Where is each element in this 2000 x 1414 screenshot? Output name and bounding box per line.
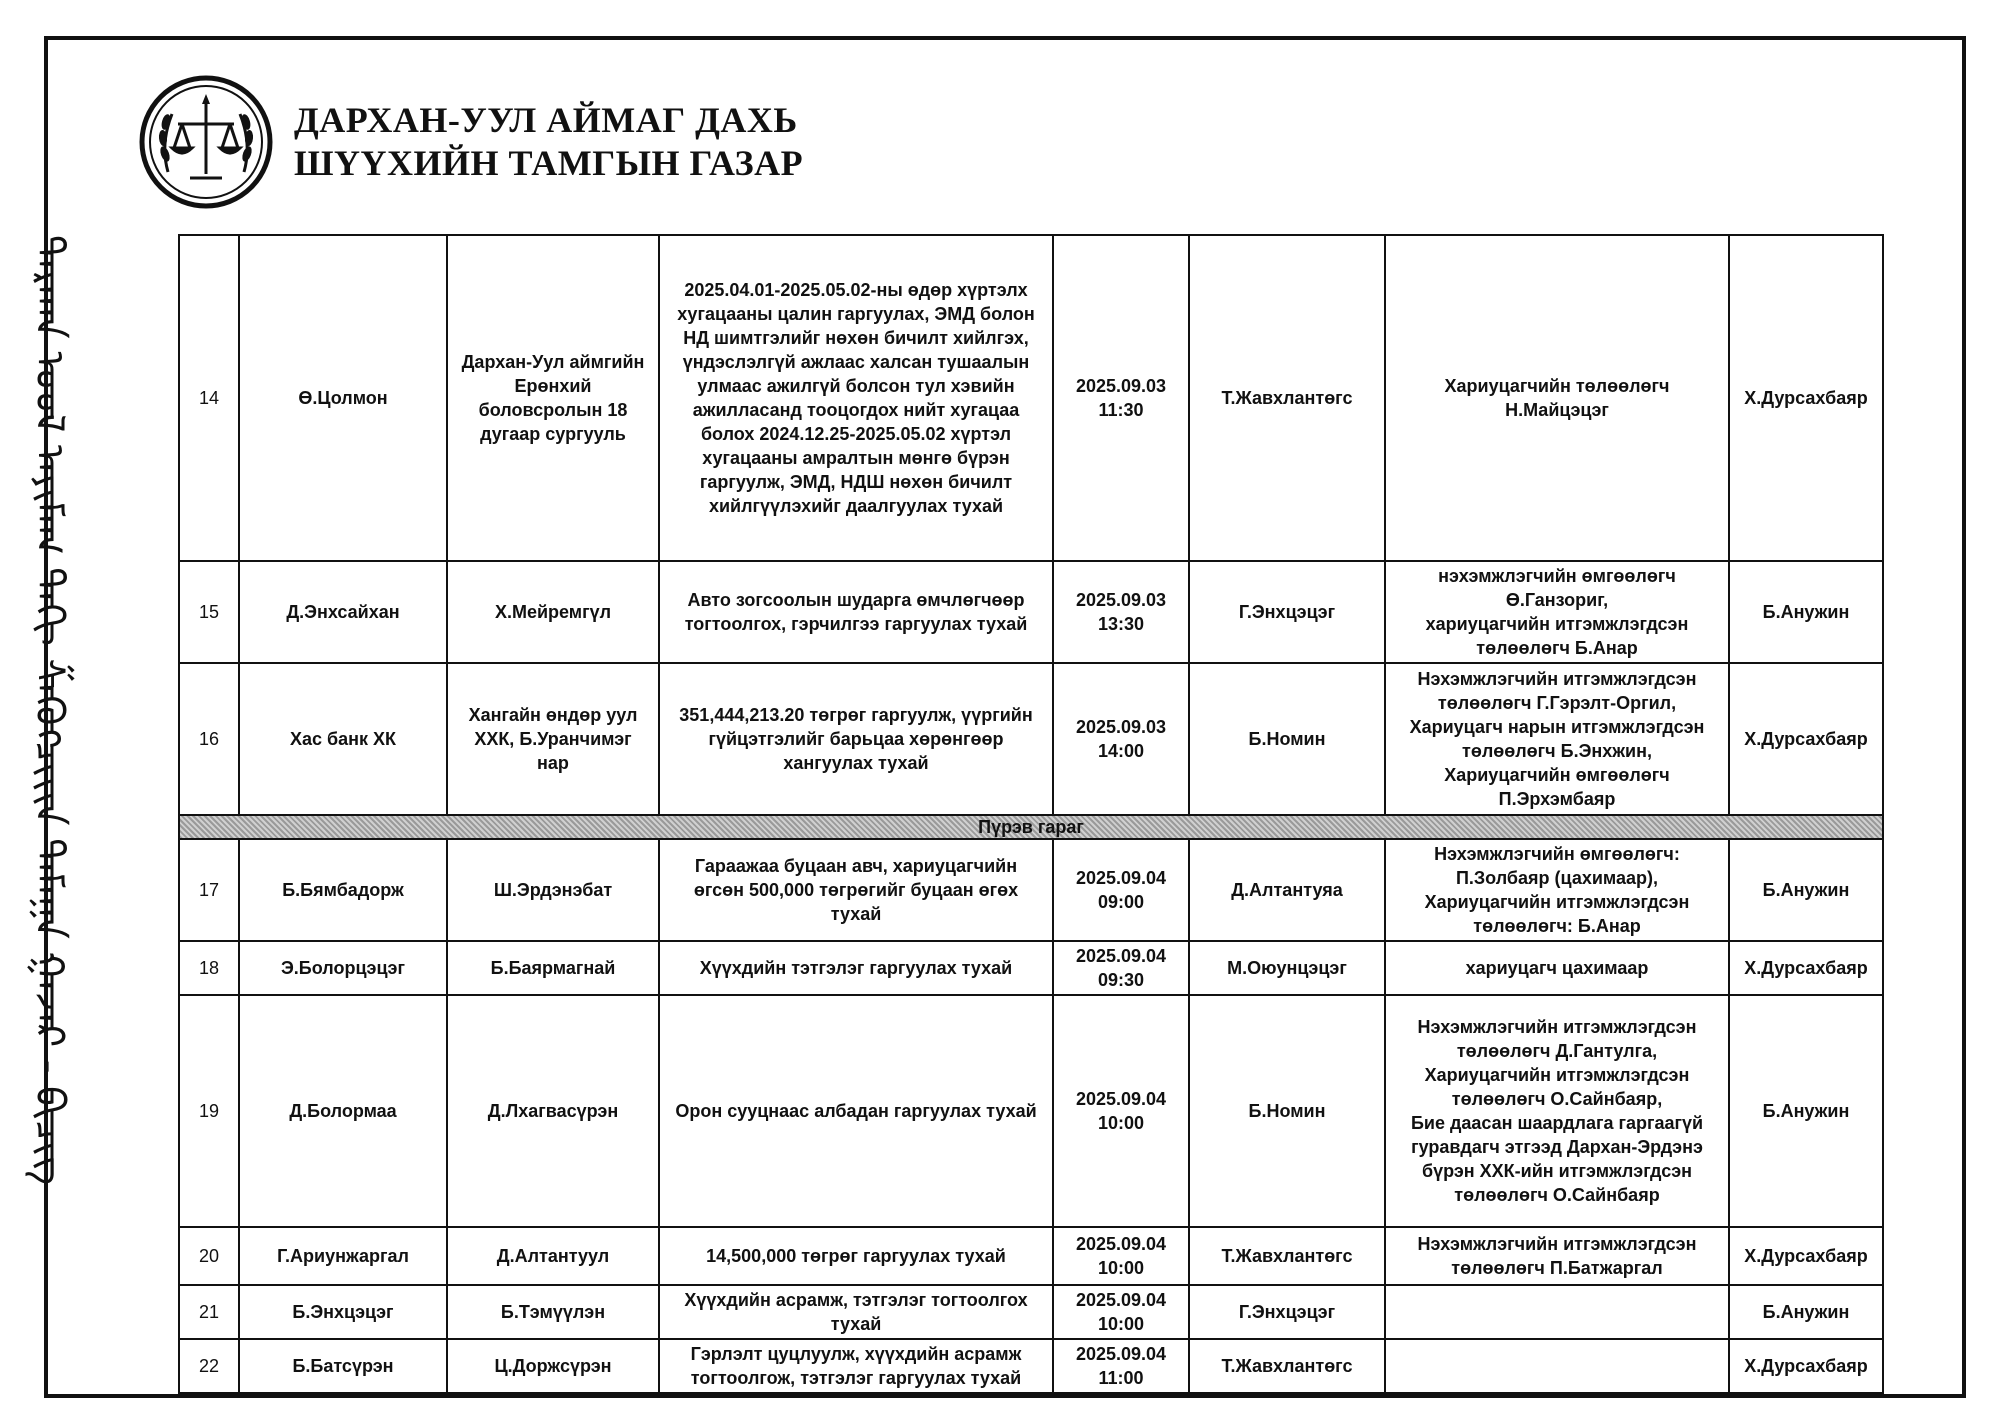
cell-plaintiff: Б.Батсүрэн bbox=[239, 1339, 447, 1393]
cell-claim: Гэрлэлт цуцлуулж, хүүхдийн асрамж тогтоолгож, тэтгэлэг гаргуулах тухай bbox=[659, 1339, 1053, 1393]
cell-datetime: 2025.09.04 09:00 bbox=[1053, 839, 1189, 941]
cell-judge: Т.Жавхлантөгс bbox=[1189, 1339, 1385, 1393]
cell-no: 15 bbox=[179, 561, 239, 663]
cell-datetime: 2025.09.03 14:00 bbox=[1053, 663, 1189, 815]
table-row bbox=[179, 561, 1883, 663]
mongolian-script-side-text bbox=[14, 220, 84, 1200]
cell-judge: Г.Энхцэцэг bbox=[1189, 561, 1385, 663]
cell-plaintiff: Б.Энхцэцэг bbox=[239, 1285, 447, 1339]
cell-datetime: 2025.09.04 10:00 bbox=[1053, 1285, 1189, 1339]
cell-claim: Орон сууцнаас албадан гаргуулах тухай bbox=[659, 995, 1053, 1227]
document-header bbox=[138, 72, 803, 212]
cell-defendant: Дархан-Уул аймгийн Ерөнхий боловсролын 18 дугаар сургууль bbox=[447, 235, 659, 561]
organization-name bbox=[294, 99, 803, 185]
cell-judge: Д.Алтантуяа bbox=[1189, 839, 1385, 941]
table-row bbox=[179, 1339, 1883, 1393]
table-row bbox=[179, 995, 1883, 1227]
org-name-line1: ДАРХАН-УУЛ АЙМАГ ДАХЬ bbox=[294, 100, 798, 140]
cell-datetime: 2025.09.04 10:00 bbox=[1053, 995, 1189, 1227]
table-row bbox=[179, 839, 1883, 941]
day-label: Пүрэв гараг bbox=[179, 815, 1883, 839]
cell-participants: Нэхэмжлэгчийн өмгөөлөгч: П.Золбаяр (цахимаар), Хариуцагчийн итгэмжлэгдсэн төлөөлөгч: Б.Анар bbox=[1385, 839, 1729, 941]
cell-claim: 14,500,000 төгрөг гаргуулах тухай bbox=[659, 1227, 1053, 1285]
cell-defendant: Хангайн өндөр уул ХХК, Б.Уранчимэг нар bbox=[447, 663, 659, 815]
cell-judge: Б.Номин bbox=[1189, 663, 1385, 815]
cell-participants: Нэхэмжлэгчийн итгэмжлэгдсэн төлөөлөгч Д.Гантулга, Хариуцагчийн итгэмжлэгдсэн төлөөлөгч О.Сайнбаяр, Бие даасан шаардлага гаргаагүй гуравдагч этгээд Дархан-Эрдэнэ бүрэн ХХК-ийн итгэмжлэгдсэн төлөөлөгч О.Сайнбаяр bbox=[1385, 995, 1729, 1227]
hearing-schedule-table bbox=[178, 234, 1884, 1394]
cell-claim: Хүүхдийн асрамж, тэтгэлэг тогтоолгох тухай bbox=[659, 1285, 1053, 1339]
day-divider bbox=[179, 815, 1883, 839]
court-emblem-icon bbox=[138, 74, 274, 210]
cell-no: 21 bbox=[179, 1285, 239, 1339]
cell-judge: Т.Жавхлантөгс bbox=[1189, 235, 1385, 561]
cell-plaintiff: Г.Ариунжаргал bbox=[239, 1227, 447, 1285]
cell-claim: Гараажаа буцаан авч, хариуцагчийн өгсөн 500,000 төгрөгийг буцаан өгөх тухай bbox=[659, 839, 1053, 941]
cell-plaintiff: Э.Болорцэцэг bbox=[239, 941, 447, 995]
org-name-line2: ШҮҮХИЙН ТАМГЫН ГАЗАР bbox=[294, 143, 804, 183]
cell-no: 17 bbox=[179, 839, 239, 941]
cell-plaintiff: Д.Энхсайхан bbox=[239, 561, 447, 663]
cell-participants bbox=[1385, 1285, 1729, 1339]
cell-datetime: 2025.09.03 11:30 bbox=[1053, 235, 1189, 561]
cell-clerk: Б.Анужин bbox=[1729, 1285, 1883, 1339]
cell-participants: Хариуцагчийн төлөөлөгч Н.Майцэцэг bbox=[1385, 235, 1729, 561]
cell-defendant: Х.Мейремгүл bbox=[447, 561, 659, 663]
table-row bbox=[179, 235, 1883, 561]
cell-judge: М.Оюунцэцэг bbox=[1189, 941, 1385, 995]
rows-before-day-divider bbox=[179, 235, 1883, 815]
cell-plaintiff: Ө.Цолмон bbox=[239, 235, 447, 561]
cell-participants: хариуцагч цахимаар bbox=[1385, 941, 1729, 995]
cell-clerk: Б.Анужин bbox=[1729, 561, 1883, 663]
cell-clerk: Х.Дурсахбаяр bbox=[1729, 235, 1883, 561]
cell-defendant: Ц.Доржсүрэн bbox=[447, 1339, 659, 1393]
cell-clerk: Б.Анужин bbox=[1729, 995, 1883, 1227]
cell-defendant: Д.Лхагвасүрэн bbox=[447, 995, 659, 1227]
table-row bbox=[179, 1227, 1883, 1285]
cell-no: 22 bbox=[179, 1339, 239, 1393]
cell-datetime: 2025.09.04 09:30 bbox=[1053, 941, 1189, 995]
cell-no: 19 bbox=[179, 995, 239, 1227]
cell-clerk: Х.Дурсахбаяр bbox=[1729, 1339, 1883, 1393]
cell-clerk: Х.Дурсахбаяр bbox=[1729, 1227, 1883, 1285]
cell-clerk: Х.Дурсахбаяр bbox=[1729, 663, 1883, 815]
cell-participants bbox=[1385, 1339, 1729, 1393]
side-text-label: ᠳᠠᠷᠬᠠᠨ ᠤᠤᠯ ᠠᠶᠢᠮᠠᠭ ᠳᠠᠬᠢ ᠱᠡᠭᠦᠭᠴᠢᠢᠢᠨ ᠲᠠᠮᠠᠭᠠ ᠭᠠᠵᠠᠷ - ᠪᠢᠴᠢᠭ bbox=[26, 234, 72, 1186]
cell-no: 20 bbox=[179, 1227, 239, 1285]
cell-clerk: Б.Анужин bbox=[1729, 839, 1883, 941]
day-divider-row bbox=[179, 815, 1883, 839]
cell-defendant: Д.Алтантуул bbox=[447, 1227, 659, 1285]
cell-participants: Нэхэмжлэгчийн итгэмжлэгдсэн төлөөлөгч Г.Гэрэлт-Оргил, Хариуцагч нарын итгэмжлэгдсэн төлөөлөгч Б.Энхжин, Хариуцагчийн өмгөөлөгч П.Эрхэмбаяр bbox=[1385, 663, 1729, 815]
cell-participants: нэхэмжлэгчийн өмгөөлөгч Ө.Ганзориг, хариуцагчийн итгэмжлэгдсэн төлөөлөгч Б.Анар bbox=[1385, 561, 1729, 663]
cell-no: 14 bbox=[179, 235, 239, 561]
cell-claim: 351,444,213.20 төгрөг гаргуулж, үүргийн гүйцэтгэлийг барьцаа хөрөнгөөр хангуулах тухай bbox=[659, 663, 1053, 815]
cell-datetime: 2025.09.03 13:30 bbox=[1053, 561, 1189, 663]
cell-judge: Т.Жавхлантөгс bbox=[1189, 1227, 1385, 1285]
table-row bbox=[179, 663, 1883, 815]
cell-defendant: Б.Баярмагнай bbox=[447, 941, 659, 995]
cell-defendant: Б.Тэмүүлэн bbox=[447, 1285, 659, 1339]
cell-plaintiff: Хас банк ХК bbox=[239, 663, 447, 815]
cell-participants: Нэхэмжлэгчийн итгэмжлэгдсэн төлөөлөгч П.Батжаргал bbox=[1385, 1227, 1729, 1285]
cell-plaintiff: Б.Бямбадорж bbox=[239, 839, 447, 941]
cell-judge: Г.Энхцэцэг bbox=[1189, 1285, 1385, 1339]
cell-claim: Хүүхдийн тэтгэлэг гаргуулах тухай bbox=[659, 941, 1053, 995]
cell-claim: Авто зогсоолын шударга өмчлөгчөөр тогтоолгох, гэрчилгээ гаргуулах тухай bbox=[659, 561, 1053, 663]
table-row bbox=[179, 1285, 1883, 1339]
cell-no: 16 bbox=[179, 663, 239, 815]
cell-plaintiff: Д.Болормаа bbox=[239, 995, 447, 1227]
rows-after-day-divider bbox=[179, 839, 1883, 1393]
cell-claim: 2025.04.01-2025.05.02-ны өдөр хүртэлх хугацааны цалин гаргуулах, ЭМД болон НД шимтгэлийг нөхөн бичилт хийлгэх, үндэслэлгүй ажлаас халсан тушаалын улмаас ажилгүй болсон тул хэвийн ажилласанд тооцогдох нийт хугацаа болох 2024.12.25-2025.05.02 хүртэл хугацааны амралтын мөнгө бүрэн гаргуулж, ЭМД, НДШ нөхөн бичилт хийлгүүлэхийг даалгуулах тухай bbox=[659, 235, 1053, 561]
table-row bbox=[179, 941, 1883, 995]
cell-no: 18 bbox=[179, 941, 239, 995]
cell-judge: Б.Номин bbox=[1189, 995, 1385, 1227]
cell-clerk: Х.Дурсахбаяр bbox=[1729, 941, 1883, 995]
cell-datetime: 2025.09.04 11:00 bbox=[1053, 1339, 1189, 1393]
cell-datetime: 2025.09.04 10:00 bbox=[1053, 1227, 1189, 1285]
cell-defendant: Ш.Эрдэнэбат bbox=[447, 839, 659, 941]
